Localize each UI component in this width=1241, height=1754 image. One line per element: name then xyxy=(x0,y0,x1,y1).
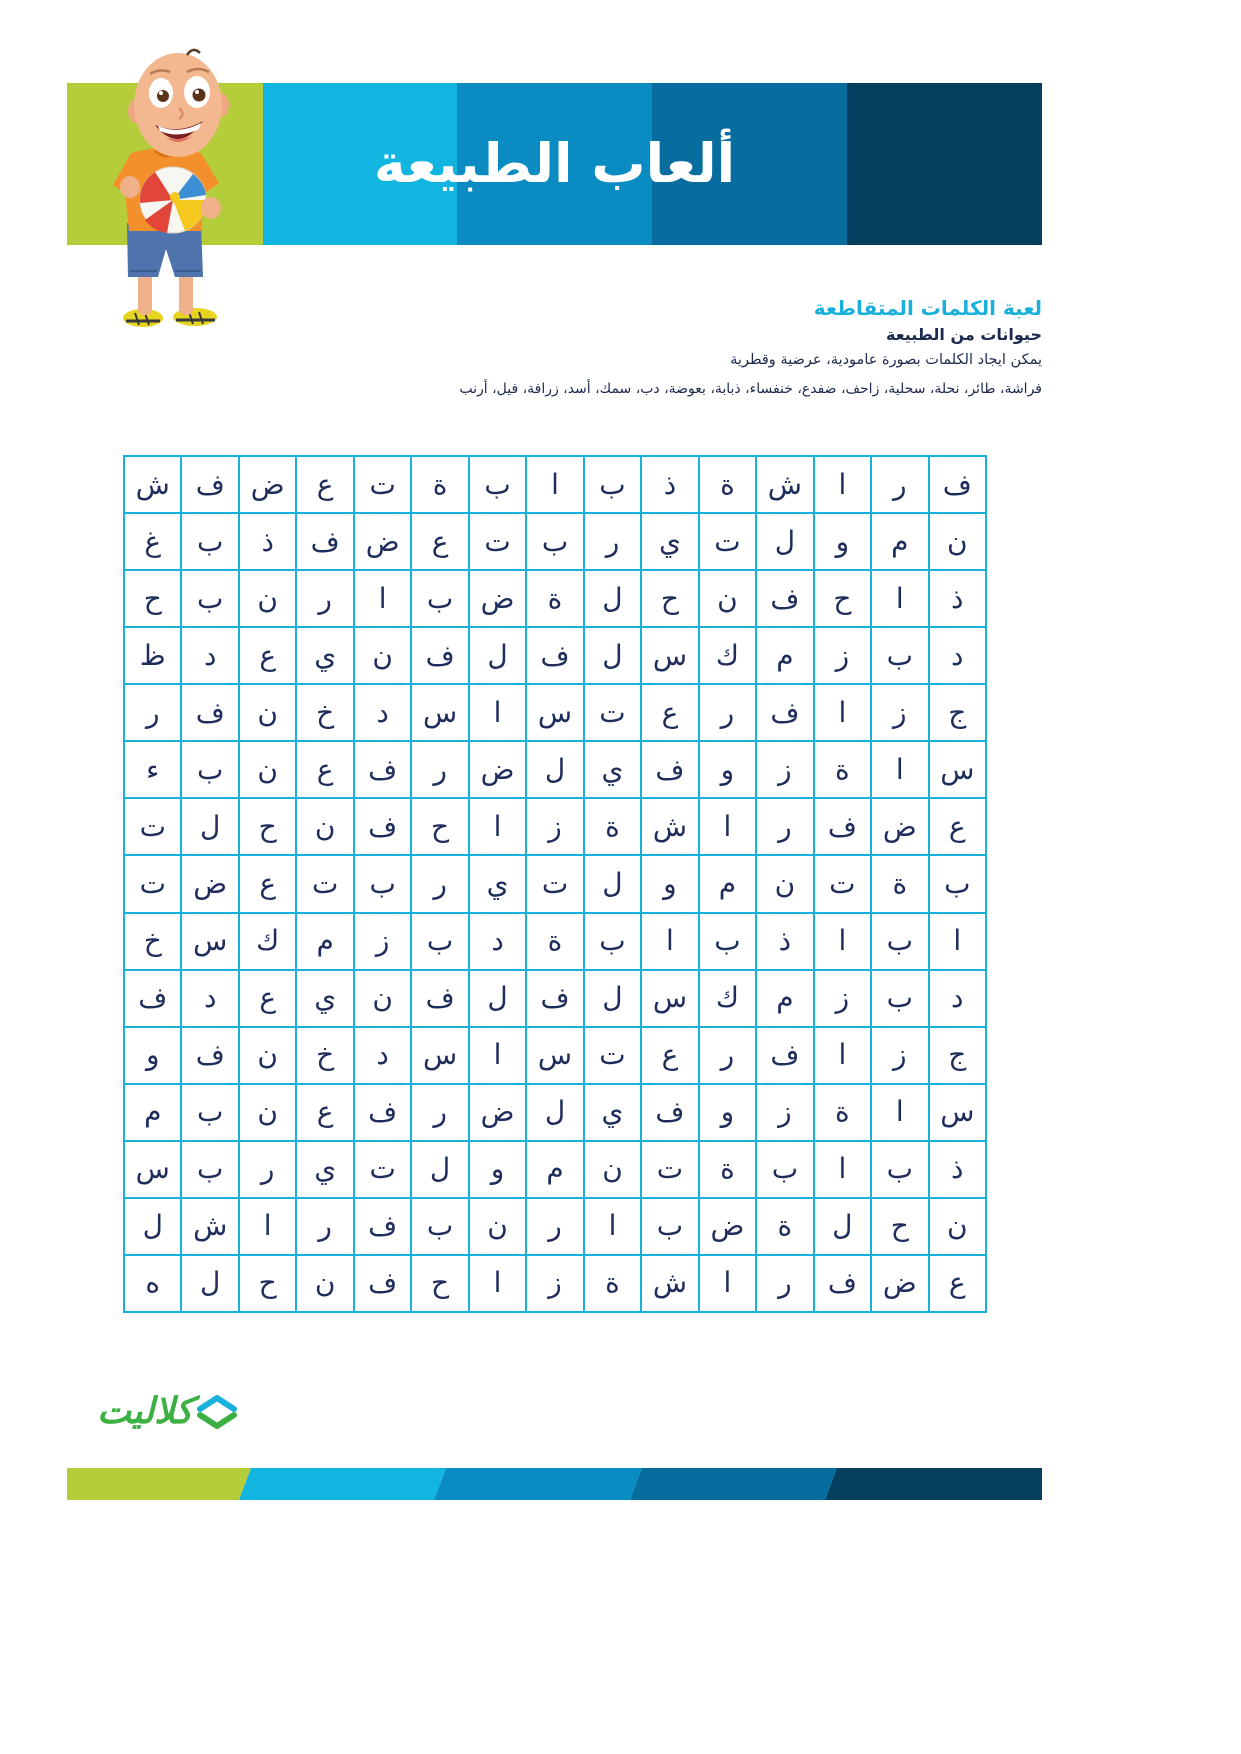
grid-cell: ة xyxy=(872,856,927,911)
grid-cell: ر xyxy=(412,1085,467,1140)
grid-cell: ف xyxy=(412,971,467,1026)
grid-cell: ز xyxy=(527,1256,582,1311)
mascot-illustration xyxy=(95,45,235,345)
grid-cell: ي xyxy=(297,971,352,1026)
grid-cell: ظ xyxy=(125,628,180,683)
grid-cell: ا xyxy=(815,457,870,512)
grid-cell: ع xyxy=(240,856,295,911)
footer-band-dark-blue xyxy=(630,1468,837,1500)
grid-cell: و xyxy=(470,1142,525,1197)
grid-cell: ع xyxy=(240,971,295,1026)
grid-cell: ن xyxy=(585,1142,640,1197)
grid-cell: ع xyxy=(930,1256,985,1311)
grid-cell: ا xyxy=(815,1028,870,1083)
grid-cell: د xyxy=(182,971,237,1026)
grid-cell: ب xyxy=(470,457,525,512)
grid-cell: و xyxy=(815,514,870,569)
grid-cell: ف xyxy=(757,685,812,740)
grid-cell: ف xyxy=(355,742,410,797)
grid-cell: ب xyxy=(700,914,755,969)
grid-cell: ف xyxy=(355,1256,410,1311)
grid-cell: ج xyxy=(930,685,985,740)
grid-cell: ح xyxy=(412,799,467,854)
clalit-logo xyxy=(97,1388,239,1436)
grid-cell: ف xyxy=(757,1028,812,1083)
grid-cell: ب xyxy=(642,1199,697,1254)
grid-cell: ذ xyxy=(642,457,697,512)
grid-cell: ب xyxy=(355,856,410,911)
grid-cell: ب xyxy=(412,914,467,969)
grid-cell: ا xyxy=(355,571,410,626)
grid-cell: د xyxy=(355,1028,410,1083)
grid-cell: ش xyxy=(642,1256,697,1311)
grid-cell: ن xyxy=(297,799,352,854)
grid-cell: ء xyxy=(125,742,180,797)
grid-cell: ة xyxy=(700,457,755,512)
grid-cell: س xyxy=(527,1028,582,1083)
grid-cell: ا xyxy=(470,1256,525,1311)
grid-cell: ض xyxy=(182,856,237,911)
puzzle-subheading: حيوانات من الطبيعة xyxy=(886,325,1042,344)
grid-cell: ش xyxy=(182,1199,237,1254)
grid-cell: ا xyxy=(815,1142,870,1197)
grid-cell: ل xyxy=(585,856,640,911)
grid-cell: ي xyxy=(585,742,640,797)
grid-cell: د xyxy=(470,914,525,969)
grid-cell: ل xyxy=(757,514,812,569)
grid-cell: ة xyxy=(412,457,467,512)
grid-cell: ر xyxy=(700,685,755,740)
grid-cell: ف xyxy=(355,1199,410,1254)
grid-cell: س xyxy=(527,685,582,740)
grid-cell: ل xyxy=(585,571,640,626)
grid-cell: خ xyxy=(125,914,180,969)
grid-cell: ف xyxy=(527,628,582,683)
grid-cell: ك xyxy=(700,971,755,1026)
grid-cell: و xyxy=(642,856,697,911)
grid-cell: ت xyxy=(297,856,352,911)
grid-cell: ي xyxy=(470,856,525,911)
grid-cell: ا xyxy=(815,685,870,740)
grid-cell: ض xyxy=(240,457,295,512)
grid-cell: ف xyxy=(815,799,870,854)
grid-cell: س xyxy=(412,1028,467,1083)
grid-cell: ا xyxy=(700,799,755,854)
grid-cell: ت xyxy=(355,457,410,512)
grid-cell: ز xyxy=(355,914,410,969)
grid-cell: س xyxy=(930,742,985,797)
grid-cell: ة xyxy=(585,1256,640,1311)
grid-cell: ر xyxy=(240,1142,295,1197)
grid-cell: ب xyxy=(585,457,640,512)
page-title: ألعاب الطبيعة xyxy=(373,132,736,195)
grid-cell: ل xyxy=(125,1199,180,1254)
grid-cell: ف xyxy=(125,971,180,1026)
grid-cell: ف xyxy=(355,799,410,854)
grid-cell: ع xyxy=(297,1085,352,1140)
mascot-shoes xyxy=(123,308,217,327)
logo-symbol-icon xyxy=(195,1392,239,1432)
grid-cell: ب xyxy=(527,514,582,569)
grid-cell: ة xyxy=(585,799,640,854)
grid-cell: ن xyxy=(297,1256,352,1311)
grid-cell: س xyxy=(182,914,237,969)
grid-cell: ي xyxy=(297,1142,352,1197)
grid-cell: ن xyxy=(757,856,812,911)
grid-cell: ح xyxy=(125,571,180,626)
grid-cell: ب xyxy=(872,628,927,683)
grid-cell: ر xyxy=(700,1028,755,1083)
grid-cell: ا xyxy=(470,1028,525,1083)
grid-cell: ن xyxy=(355,628,410,683)
grid-cell: ش xyxy=(125,457,180,512)
grid-cell: ع xyxy=(240,628,295,683)
grid-cell: ة xyxy=(757,1199,812,1254)
grid-cell: غ xyxy=(125,514,180,569)
grid-cell: ن xyxy=(700,571,755,626)
grid-cell: ف xyxy=(182,1028,237,1083)
grid-cell: ل xyxy=(470,971,525,1026)
grid-cell: ي xyxy=(642,514,697,569)
grid-cell: ب xyxy=(585,914,640,969)
grid-cell: د xyxy=(182,628,237,683)
grid-cell: ع xyxy=(412,514,467,569)
grid-cell: ا xyxy=(872,1085,927,1140)
grid-cell: ب xyxy=(182,514,237,569)
grid-cell: ب xyxy=(872,1142,927,1197)
grid-cell: ج xyxy=(930,1028,985,1083)
grid-cell: ف xyxy=(757,571,812,626)
grid-cell: خ xyxy=(297,1028,352,1083)
grid-cell: م xyxy=(125,1085,180,1140)
grid-cell: ذ xyxy=(930,1142,985,1197)
grid-cell: ل xyxy=(527,1085,582,1140)
grid-cell: ر xyxy=(757,799,812,854)
grid-cell: م xyxy=(872,514,927,569)
grid-cell: ش xyxy=(642,799,697,854)
grid-cell: ذ xyxy=(757,914,812,969)
grid-cell: س xyxy=(642,971,697,1026)
grid-cell: ض xyxy=(470,742,525,797)
logo-wordmark: كلاليت xyxy=(97,1391,193,1432)
grid-cell: ف xyxy=(815,1256,870,1311)
grid-cell: ب xyxy=(182,1085,237,1140)
grid-cell: ح xyxy=(240,799,295,854)
grid-cell: م xyxy=(757,628,812,683)
grid-cell: م xyxy=(527,1142,582,1197)
footer-band-blue xyxy=(434,1468,642,1500)
grid-cell: ت xyxy=(470,514,525,569)
grid-cell: ت xyxy=(815,856,870,911)
grid-cell: م xyxy=(700,856,755,911)
grid-cell: ن xyxy=(240,571,295,626)
grid-cell: ز xyxy=(527,799,582,854)
grid-cell: ح xyxy=(240,1256,295,1311)
grid-cell: ل xyxy=(527,742,582,797)
grid-cell: ت xyxy=(700,514,755,569)
beach-ball xyxy=(140,167,206,233)
grid-cell: ض xyxy=(872,1256,927,1311)
grid-cell: ل xyxy=(470,628,525,683)
grid-cell: ة xyxy=(700,1142,755,1197)
grid-cell: ا xyxy=(872,742,927,797)
grid-cell: ب xyxy=(930,856,985,911)
grid-cell: ل xyxy=(182,799,237,854)
grid-cell: ز xyxy=(815,971,870,1026)
grid-cell: ه xyxy=(125,1256,180,1311)
grid-cell: ر xyxy=(872,457,927,512)
grid-cell: ل xyxy=(585,971,640,1026)
grid-cell: ز xyxy=(872,1028,927,1083)
grid-cell: ب xyxy=(757,1142,812,1197)
grid-cell: ا xyxy=(872,571,927,626)
grid-cell: ف xyxy=(182,457,237,512)
grid-cell: ب xyxy=(412,571,467,626)
grid-cell: ر xyxy=(527,1199,582,1254)
grid-cell: ع xyxy=(930,799,985,854)
grid-cell: ز xyxy=(757,1085,812,1140)
grid-cell: ن xyxy=(470,1199,525,1254)
grid-cell: ة xyxy=(527,914,582,969)
mascot-head xyxy=(128,50,229,157)
grid-cell: م xyxy=(757,971,812,1026)
grid-cell: ع xyxy=(297,742,352,797)
grid-cell: ا xyxy=(700,1256,755,1311)
grid-cell: ة xyxy=(527,571,582,626)
grid-cell: ض xyxy=(872,799,927,854)
grid-cell: ر xyxy=(585,514,640,569)
grid-cell: ر xyxy=(297,1199,352,1254)
grid-cell: ا xyxy=(470,685,525,740)
grid-cell: ف xyxy=(355,1085,410,1140)
grid-cell: ض xyxy=(470,1085,525,1140)
grid-cell: س xyxy=(930,1085,985,1140)
grid-cell: ض xyxy=(700,1199,755,1254)
grid-cell: ض xyxy=(355,514,410,569)
grid-cell: ر xyxy=(757,1256,812,1311)
grid-cell: ن xyxy=(355,971,410,1026)
grid-cell: ع xyxy=(297,457,352,512)
grid-cell: ح xyxy=(412,1256,467,1311)
grid-cell: ت xyxy=(527,856,582,911)
grid-cell: ن xyxy=(930,1199,985,1254)
grid-cell: ك xyxy=(700,628,755,683)
puzzle-heading: لعبة الكلمات المتقاطعة xyxy=(813,296,1042,320)
grid-cell: د xyxy=(930,628,985,683)
footer-band xyxy=(67,1468,1042,1500)
grid-cell: ا xyxy=(930,914,985,969)
grid-cell: ب xyxy=(412,1199,467,1254)
grid-cell: ذ xyxy=(930,571,985,626)
grid-cell: ن xyxy=(240,1085,295,1140)
grid-cell: و xyxy=(700,742,755,797)
grid-cell: ت xyxy=(125,799,180,854)
grid-cell: ل xyxy=(585,628,640,683)
grid-cell: ح xyxy=(815,571,870,626)
grid-cell: ع xyxy=(642,685,697,740)
grid-cell: ب xyxy=(182,742,237,797)
grid-cell: ز xyxy=(815,628,870,683)
grid-cell: ر xyxy=(297,571,352,626)
grid-cell: خ xyxy=(297,685,352,740)
grid-cell: ت xyxy=(125,856,180,911)
grid-cell: د xyxy=(355,685,410,740)
grid-cell: ا xyxy=(585,1199,640,1254)
word-search-grid xyxy=(123,455,987,1313)
grid-cell: ن xyxy=(240,685,295,740)
grid-cell: ن xyxy=(240,1028,295,1083)
grid-cell: ب xyxy=(182,1142,237,1197)
word-list: فراشة، طائر، نحلة، سحلية، زاحف، ضفدع، خنفساء، ذبابة، بعوضة، دب، سمك، أسد، زرافة، فيل، أرنب xyxy=(459,381,1042,397)
grid-cell: ل xyxy=(412,1142,467,1197)
grid-cell: ف xyxy=(642,1085,697,1140)
grid-cell: ض xyxy=(470,571,525,626)
grid-cell: ر xyxy=(125,685,180,740)
grid-cell: د xyxy=(930,971,985,1026)
grid-cell: ر xyxy=(412,742,467,797)
grid-cell: ن xyxy=(240,742,295,797)
grid-cell: ة xyxy=(815,742,870,797)
puzzle-instructions: يمكن ايجاد الكلمات بصورة عامودية، عرضية وقطرية xyxy=(730,352,1042,368)
grid-cell: ا xyxy=(470,799,525,854)
grid-cell: ل xyxy=(815,1199,870,1254)
footer-band-cyan xyxy=(239,1468,446,1500)
grid-cell: ك xyxy=(240,914,295,969)
grid-cell: ت xyxy=(585,1028,640,1083)
grid-cell: ا xyxy=(527,457,582,512)
grid-cell: ف xyxy=(642,742,697,797)
grid-cell: ت xyxy=(642,1142,697,1197)
grid-cell: ي xyxy=(297,628,352,683)
grid-cell: ا xyxy=(815,914,870,969)
grid-cell: ف xyxy=(527,971,582,1026)
grid-cell: و xyxy=(700,1085,755,1140)
grid-cell: ة xyxy=(815,1085,870,1140)
grid-cell: ن xyxy=(930,514,985,569)
grid-cell: ب xyxy=(872,971,927,1026)
grid-cell: ب xyxy=(872,914,927,969)
grid-cell: ف xyxy=(930,457,985,512)
grid-cell: س xyxy=(642,628,697,683)
grid-cell: ي xyxy=(585,1085,640,1140)
grid-cell: ا xyxy=(642,914,697,969)
grid-cell: ر xyxy=(412,856,467,911)
grid-cell: س xyxy=(125,1142,180,1197)
grid-cell: ذ xyxy=(240,514,295,569)
grid-cell: ت xyxy=(355,1142,410,1197)
grid-cell: ح xyxy=(642,571,697,626)
grid-cell: م xyxy=(297,914,352,969)
footer-band-lime xyxy=(67,1468,251,1500)
grid-cell: ز xyxy=(757,742,812,797)
grid-cell: ف xyxy=(412,628,467,683)
grid-cell: ب xyxy=(182,571,237,626)
grid-cell: ل xyxy=(182,1256,237,1311)
grid-cell: ع xyxy=(642,1028,697,1083)
grid-cell: ف xyxy=(297,514,352,569)
grid-cell: ز xyxy=(872,685,927,740)
grid-cell: و xyxy=(125,1028,180,1083)
grid-cell: ح xyxy=(872,1199,927,1254)
footer-band-navy xyxy=(825,1468,1042,1500)
grid-cell: ش xyxy=(757,457,812,512)
grid-cell: ا xyxy=(240,1199,295,1254)
grid-cell: س xyxy=(412,685,467,740)
grid-cell: ف xyxy=(182,685,237,740)
grid-cell: ت xyxy=(585,685,640,740)
